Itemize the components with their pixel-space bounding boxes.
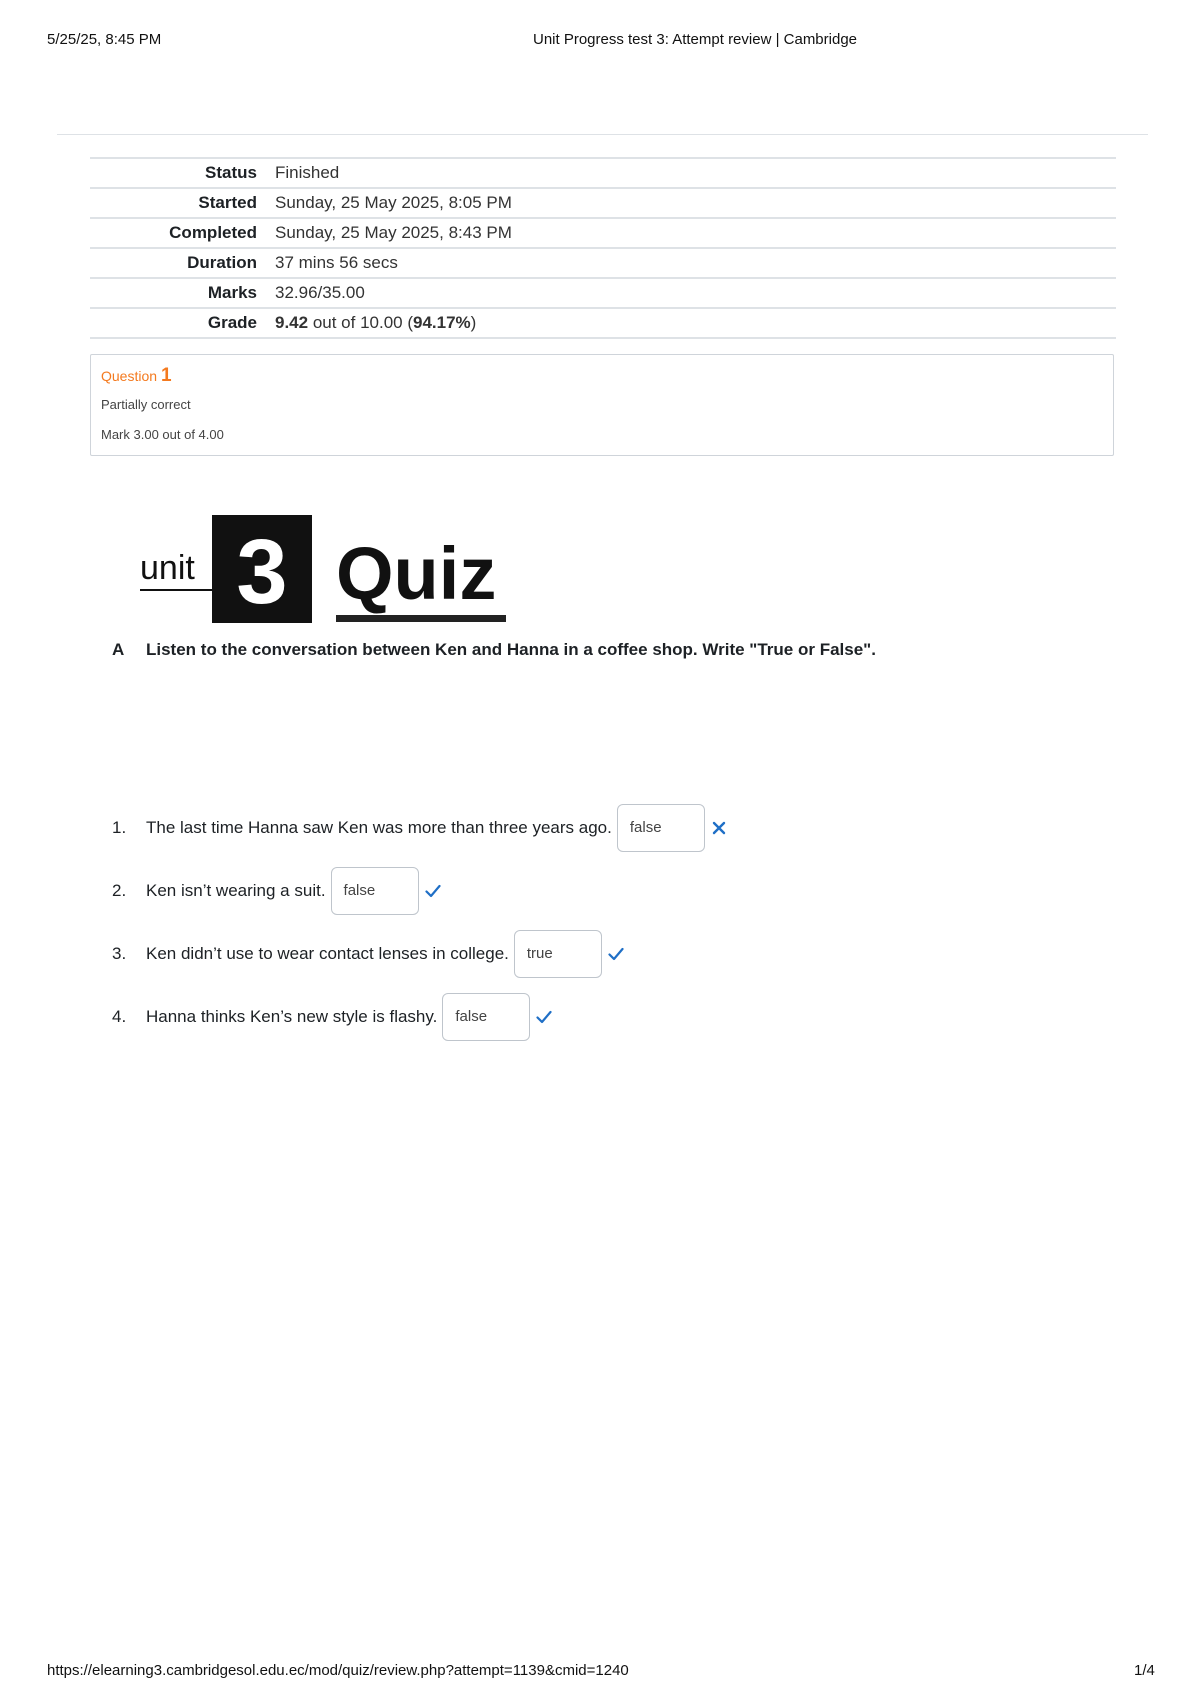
logo-number: 3	[236, 521, 288, 623]
item-number: 1.	[112, 818, 127, 837]
summary-label: Duration	[90, 248, 275, 278]
instruction-text: Listen to the conversation between Ken and Hanna in a coffee shop. Write "True or False".	[146, 640, 876, 659]
item-text: Ken didn’t use to wear contact lenses in college.	[146, 944, 509, 963]
summary-row-marks	[90, 278, 1116, 308]
question-grade: Mark 3.00 out of 4.00	[101, 427, 224, 442]
summary-label: Grade	[90, 308, 275, 338]
section-instruction	[112, 640, 876, 660]
print-page-title: Unit Progress test 3: Attempt review | Cambridge	[532, 31, 858, 48]
summary-row-status	[90, 158, 1116, 188]
summary-value: Sunday, 25 May 2025, 8:05 PM	[275, 188, 1116, 218]
print-datetime: 5/25/25, 8:45 PM	[47, 31, 162, 48]
print-url: https://elearning3.cambridgesol.edu.ec/mod/quiz/review.php?attempt=1139&cmid=1240	[47, 1662, 629, 1679]
summary-label: Started	[90, 188, 275, 218]
summary-label: Marks	[90, 278, 275, 308]
question-item	[112, 930, 624, 978]
question-state: Partially correct	[101, 397, 191, 412]
summary-value: 32.96/35.00	[275, 278, 1116, 308]
summary-row-duration	[90, 248, 1116, 278]
grade-out-of: out of 10.00 (	[308, 313, 413, 332]
summary-value: Sunday, 25 May 2025, 8:43 PM	[275, 218, 1116, 248]
correct-check-icon	[536, 1009, 552, 1025]
grade-score: 9.42	[275, 313, 309, 332]
correct-check-icon	[425, 883, 441, 899]
incorrect-icon	[711, 820, 727, 836]
grade-percent: 94.17%	[413, 313, 471, 332]
summary-row-started	[90, 188, 1116, 218]
item-number: 4.	[112, 1007, 127, 1026]
unit-3-quiz-logo	[140, 515, 510, 625]
summary-row-completed	[90, 218, 1116, 248]
item-text: Ken isn’t wearing a suit.	[146, 881, 326, 900]
section-letter: A	[112, 640, 125, 659]
summary-label: Completed	[90, 218, 275, 248]
question-number	[101, 365, 1103, 387]
question-number-value: 1	[161, 365, 172, 386]
answer-field[interactable]: true	[514, 930, 602, 978]
item-text: The last time Hanna saw Ken was more than three years ago.	[146, 818, 612, 837]
summary-value: Finished	[275, 158, 1116, 188]
summary-row-grade	[90, 308, 1116, 338]
question-info-box	[90, 354, 1114, 456]
logo-unit-word: unit	[140, 549, 195, 587]
answer-field[interactable]: false	[331, 867, 419, 915]
summary-label: Status	[90, 158, 275, 188]
item-number: 2.	[112, 881, 127, 900]
question-item	[112, 804, 727, 852]
summary-value: 37 mins 56 secs	[275, 248, 1116, 278]
logo-quiz-word: Quiz	[336, 532, 497, 615]
logo-bar	[336, 615, 506, 622]
summary-value	[275, 308, 1116, 338]
attempt-summary-table	[90, 157, 1116, 339]
question-prefix: Question	[101, 368, 158, 384]
item-text: Hanna thinks Ken’s new style is flashy.	[146, 1007, 438, 1026]
top-divider	[57, 134, 1148, 135]
correct-check-icon	[608, 946, 624, 962]
answer-field[interactable]: false	[617, 804, 705, 852]
item-number: 3.	[112, 944, 127, 963]
answer-field[interactable]: false	[442, 993, 530, 1041]
question-item	[112, 867, 441, 915]
question-item	[112, 993, 552, 1041]
grade-close: )	[470, 313, 477, 332]
print-page-number: 1/4	[1134, 1662, 1155, 1679]
